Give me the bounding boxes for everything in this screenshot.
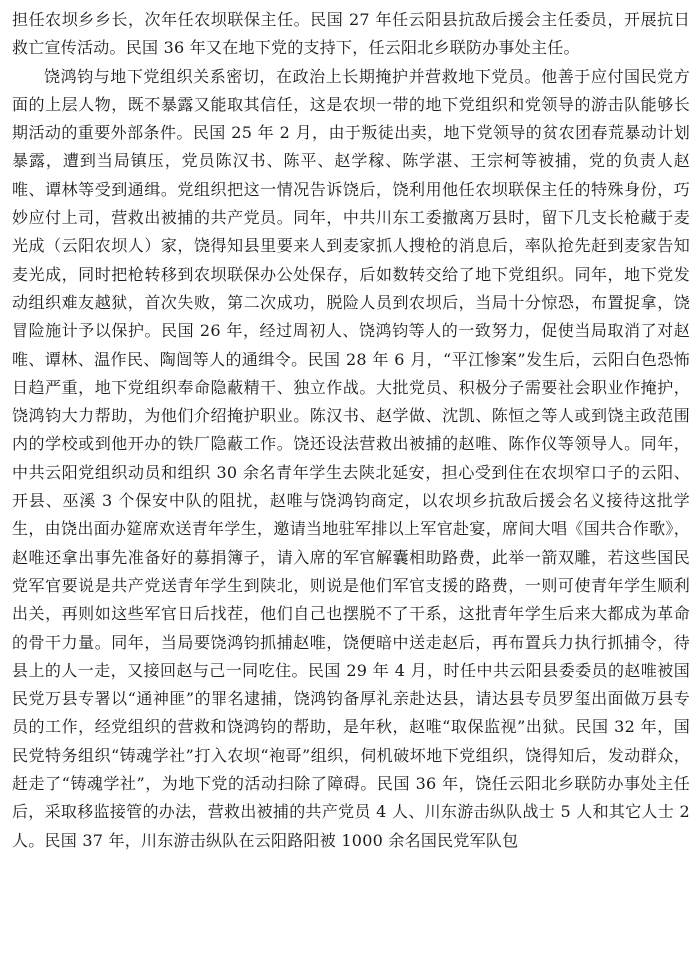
paragraph-1: 担任农坝乡乡长，次年任农坝联保主任。民国 27 年任云阳县抗敌后援会主任委员，开展抗日救亡宣传活动。民国 36 年又在地下党的支持下，任云阳北乡联防办事处主任。 [12, 10, 690, 58]
paragraph-2: 饶鸿钧与地下党组织关系密切，在政治上长期掩护并营救地下党员。他善于应付国民党方面的上层人物，既不暴露又能取其信任，这是农坝一带的地下党组织和党领导的游击队能够长期活动的重要外部条件。民国 25 年 2 月，由于叛徒出卖，地下党领导的贫农团春荒暴动计划暴露，遭到当局镇压，党员陈汉书、陈平、赵学稼、陈学湛、王宗柯等被捕，党的负责人赵唯、谭林等受到通缉。党组织把这一情况告诉饶后，饶利用他任农坝联保主任的特殊身份，巧妙应付上司，营救出被捕的共产党员。同年，中共川东工委撤离万县时，留下几支长枪藏于麦光成（云阳农坝人）家，饶得知县里要来人到麦家抓人搜枪的消息后，率队抢先赶到麦家告知麦光成，同时把枪转移到农坝联保办公处保存，后如数转交给了地下党组织。同年，地下党发动组织难友越狱，首次失败，第二次成功，脱险人员到农坝后，当局十分惊恐，布置捉拿，饶冒险施计予以保护。民国 26 年，经过周初人、饶鸿钧等人的一致努力，促使当局取消了对赵唯、谭林、温作民、陶闿等人的通缉令。民国 28 年 6 月，“平江惨案”发生后，云阳白色恐怖日趋严重，地下党组织奉命隐蔽精干、独立作战。大批党员、积极分子需要社会职业作掩护，饶鸿钧大力帮助，为他们介绍掩护职业。陈汉书、赵学做、沈凯、陈恒之等人或到饶主政范围内的学校或到他开办的铁厂隐蔽工作。饶还设法营救出被捕的赵唯、陈作仪等领导人。同年，中共云阳党组织动员和组织 30 余名青年学生去陕北延安，担心受到住在农坝窄口子的云阳、开县、巫溪 3 个保安中队的阻扰，赵唯与饶鸿钧商定，以农坝乡抗敌后援会名义接待这批学生，由饶出面办筵席欢送青年学生，邀请当地驻军排以上军官赴宴，席间大唱《国共合作歌》，赵唯还拿出事先准备好的募捐簿子，请入席的军官解囊相助路费，此举一箭双雕，若这些国民党军官要说是共产党送青年学生到陕北，则说是他们军官支援的路费，一则可使青年学生顺利出关，再则如这些军官日后找茬，他们自己也摆脱不了干系，这批青年学生后来大都成为革命的骨干力量。同年，当局要饶鸿钧抓捕赵唯，饶便暗中送走赵后，再布置兵力执行抓捕令，待县上的人一走，又接回赵与己一同吃住。民国 29 年 4 月，时任中共云阳县委委员的赵唯被国民党万县专署以“通神匪”的罪名逮捕，饶鸿钧备厚礼亲赴达县，请达县专员罗玺出面做万县专员的工作，经党组织的营救和饶鸿钧的帮助，是年秋，赵唯“取保监视”出狱。民国 32 年，国民党特务组织“铸魂学社”打入农坝“袍哥”组织，伺机破坏地下党组织，饶得知后，发动群众，赶走了“铸魂学社”，为地下党的活动扫除了障碍。民国 36 年，饶任云阳北乡联防办事处主任后，采取移监接管的办法，营救出被捕的共产党员 4 人、川东游击纵队战士 5 人和其它人士 2 人。民国 37 年，川东游击纵队在云阳路阳被 1000 余名国民党军队包 [12, 66, 690, 850]
